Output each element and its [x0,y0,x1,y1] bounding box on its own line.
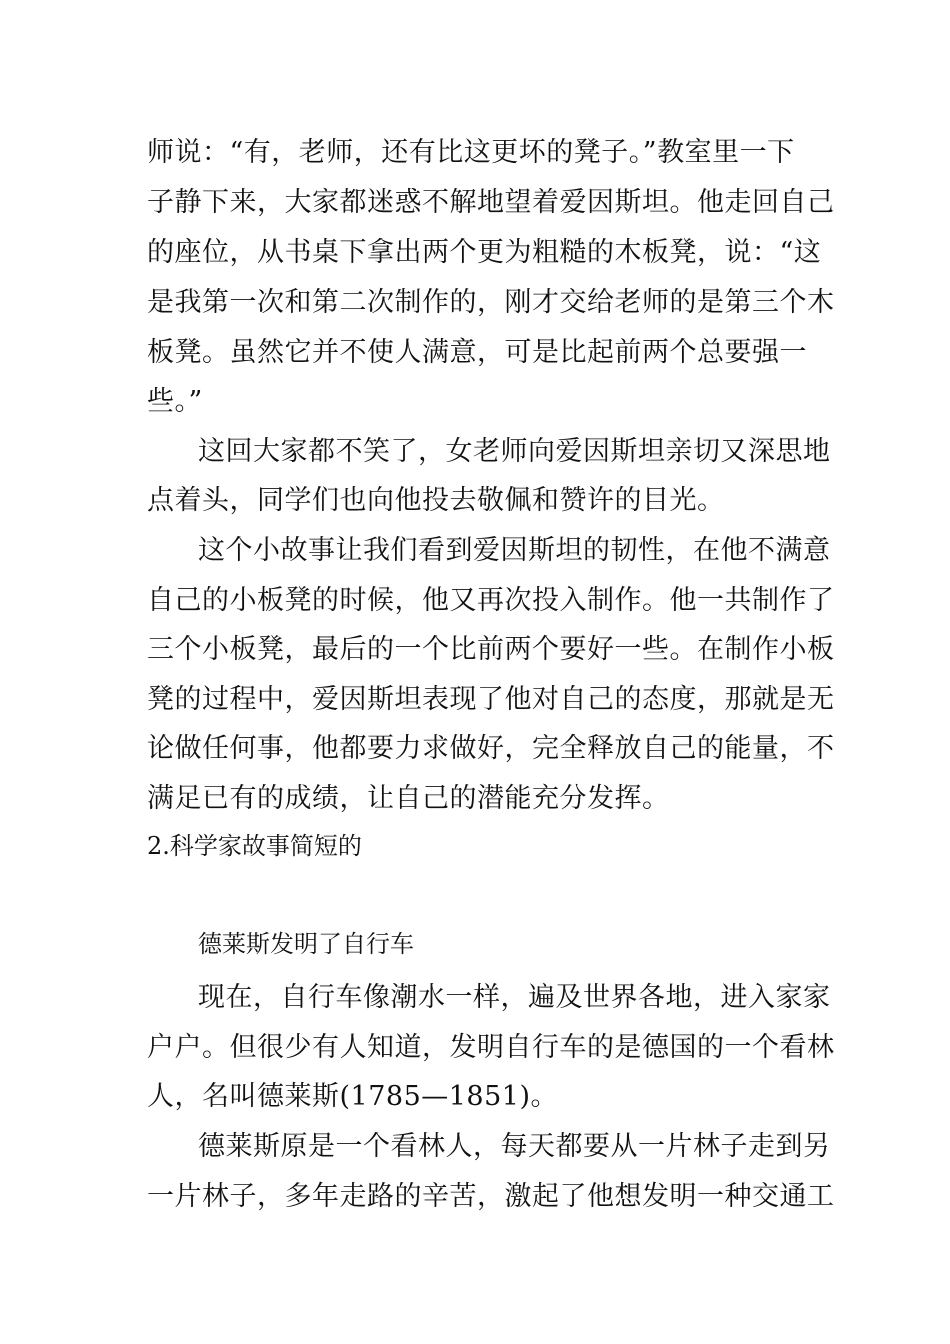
text-line: 一片林子，多年走路的辛苦，激起了他想发明一种交通工 [147,1181,835,1212]
text-line: 自己的小板凳的时候，他又再次投入制作。他一共制作了 [147,585,835,616]
story-title: 德莱斯发明了自行车 [198,930,414,958]
section-heading: 2.科学家故事简短的 [147,832,362,860]
text-line: 户户。但很少有人知道，发明自行车的是德国的一个看林 [147,1032,835,1063]
text-line: 凳的过程中，爱因斯坦表现了他对自己的态度，那就是无 [147,684,835,715]
text-line: 板凳。虽然它并不使人满意，可是比起前两个总要强一 [147,337,807,368]
text-line: 满足已有的成绩，让自己的潜能充分发挥。 [147,783,670,814]
text-line: 人，名叫德莱斯(1785—1851)。 [147,1081,558,1112]
text-line: 师说：“有，老师，还有比这更坏的凳子。”教室里一下 [147,137,795,168]
text-line: 论做任何事，他都要力求做好，完全释放自己的能量，不 [147,733,835,764]
text-line: 这回大家都不笑了，女老师向爱因斯坦亲切又深思地 [198,436,831,467]
text-line: 些。” [147,386,203,417]
text-line: 的座位，从书桌下拿出两个更为粗糙的木板凳，说：“这 [147,237,822,268]
text-line: 德莱斯原是一个看林人，每天都要从一片林子走到另 [198,1131,831,1162]
text-line: 子静下来，大家都迷惑不解地望着爱因斯坦。他走回自己 [147,187,835,218]
text-line: 点着头，同学们也向他投去敬佩和赞许的目光。 [147,485,725,516]
text-line: 现在，自行车像潮水一样，遍及世界各地，进入家家 [198,982,831,1013]
text-line: 三个小板凳，最后的一个比前两个要好一些。在制作小板 [147,634,835,665]
text-line: 这个小故事让我们看到爱因斯坦的韧性，在他不满意 [198,535,831,566]
text-line: 是我第一次和第二次制作的，刚才交给老师的是第三个木 [147,287,835,318]
